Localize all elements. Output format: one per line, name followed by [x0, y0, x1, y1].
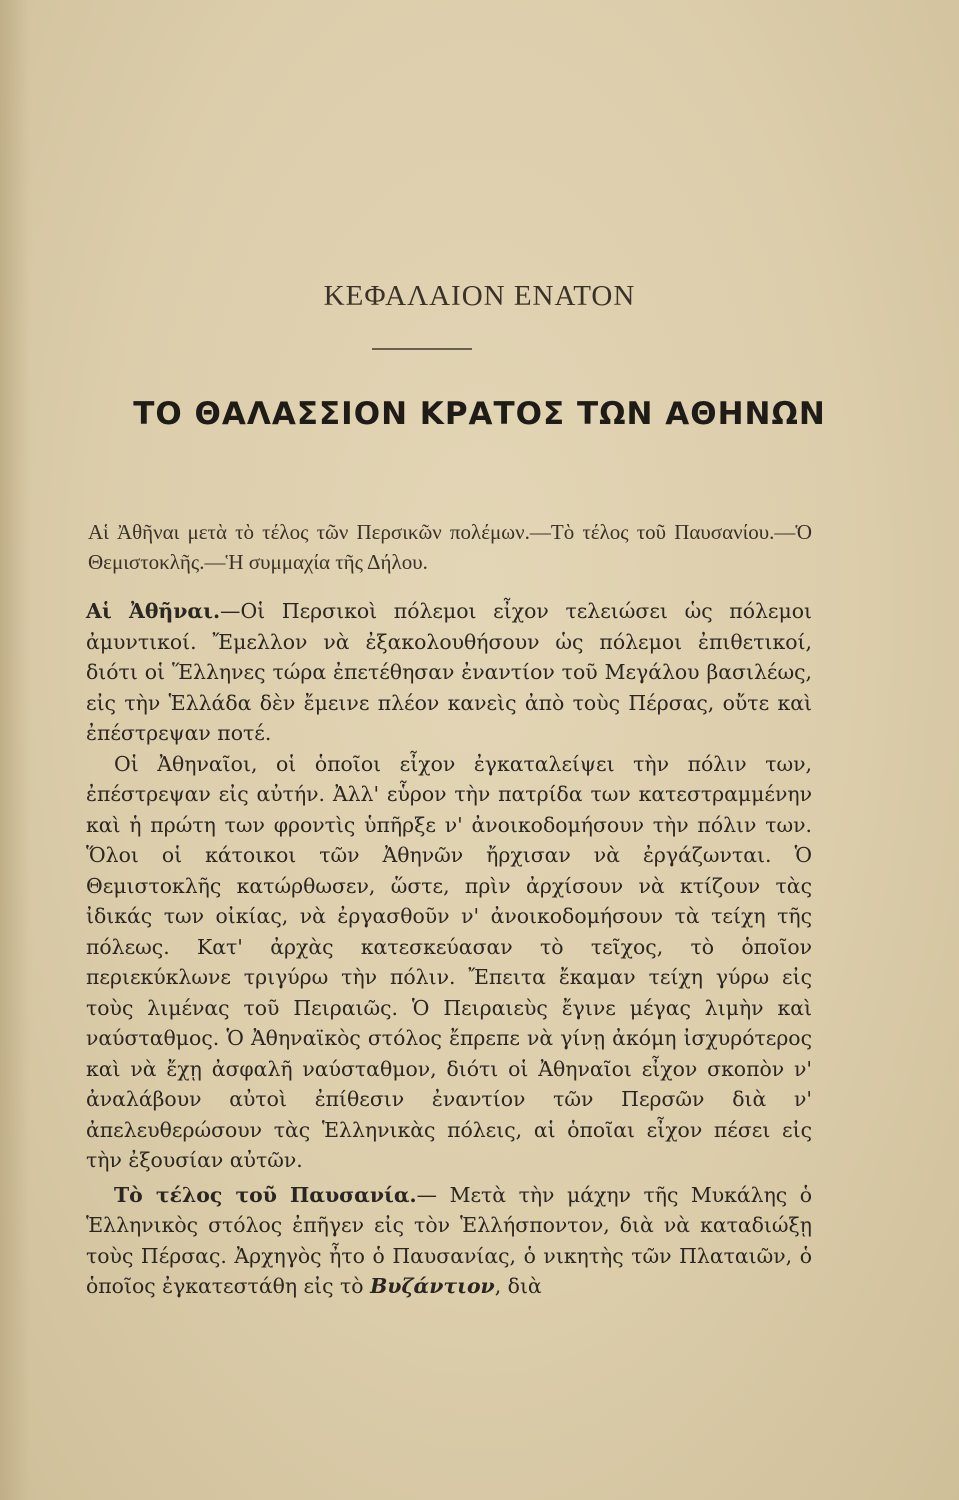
emphasis-byzantium: Βυζάντιον — [370, 1274, 495, 1298]
chapter-summary: Αἱ Ἀθῆναι μετὰ τὸ τέλος τῶν Περσικῶν πολέμων.—Τὸ τέλος τοῦ Παυσανίου.—Ὁ Θεμιστοκλῆς.—Ἡ συμμαχία τῆς Δήλου. — [88, 520, 812, 574]
chapter-title: ΤΟ ΘΑΛΑΣΣΙΟΝ ΚΡΑΤΟΣ ΤΩΝ ΑΘΗΝΩΝ — [133, 396, 826, 432]
section-lead-athens: Αἱ Ἀθῆναι. — [86, 599, 221, 623]
paragraph-pausanias — [86, 1180, 812, 1302]
body-text — [86, 596, 812, 1302]
paragraph-athens — [86, 596, 812, 749]
paragraph-text: —Οἱ Περσικοὶ πόλεμοι εἶχον τελειώσει ὡς πόλεμοι ἀμυντικοί. Ἔμελλον νὰ ἐξακολουθήσουν ὡς πόλεμοι ἐπιθετικοί, διότι οἱ Ἕλληνες τώρα ἐπετέθησαν ἐναντίον τοῦ Μεγάλου βασιλέως, εἰς τὴν Ἑλλάδα δὲν ἔμεινε πλέον κανεὶς ἀπὸ τοὺς Πέρσας, οὔτε καὶ ἐπέστρεψαν ποτέ. — [86, 599, 812, 745]
section-lead-pausanias: Τὸ τέλος τοῦ Παυσανία. — [114, 1182, 417, 1207]
page-spine-shadow — [0, 0, 30, 1500]
chapter-heading: ΚΕΦΑΛΑΙΟΝ ΕΝΑΤΟΝ — [323, 280, 636, 312]
paragraph-text: , διὰ — [494, 1274, 542, 1298]
paragraph-text: — Μετὰ τὴν μάχην τῆς Μυκάλης ὁ Ἑλληνικὸς στόλος ἐπῆγεν εἰς τὸν Ἑλλήσποντον, διὰ νὰ καταδιώξῃ τοὺς Πέρσας. Ἀρχηγὸς ἦτο ὁ Παυσανίας, ὁ νικητὴς τῶν Πλαταιῶν, ὁ ὁποῖος ἐγκατεστάθη εἰς τὸ — [86, 1182, 813, 1298]
paragraph-text: Οἱ Ἀθηναῖοι, οἱ ὁποῖοι εἶχον ἐγκαταλείψει τὴν πόλιν των, ἐπέστρεψαν εἰς αὐτήν. Ἀλλ' εὗρον τὴν πατρίδα των κατεστραμμένην καὶ ἡ πρώτη των φροντὶς ὑπῆρξε ν' ἀνοικοδομήσουν τὴν πόλιν των. Ὅλοι οἱ κάτοικοι τῶν Ἀθηνῶν ἤρχισαν νὰ ἐργάζωνται. Ὁ Θεμιστοκλῆς κατώρθωσεν, ὥστε, πρὶν ἀρχίσουν νὰ κτίζουν τὰς ἰδικάς των οἰκίας, νὰ ἐργασθοῦν ν' ἀνοικοδομήσουν τὰ τείχη τῆς πόλεως. Κατ' ἀρχὰς κατεσκεύασαν τὸ τεῖχος, τὸ ὁποῖον περιεκύκλωνε τριγύρω τὴν πόλιν. Ἔπειτα ἔκαμαν τείχη γύρω εἰς τοὺς λιμένας τοῦ Πειραιῶς. Ὁ Πειραιεὺς ἔγινε μέγας λιμὴν καὶ ναύσταθμος. Ὁ Ἀθηναϊκὸς στόλος ἔπρεπε νὰ γίνῃ ἀκόμη ἰσχυρότερος καὶ νὰ ἔχῃ ἀσφαλῆ ναύσταθμον, διότι οἱ Ἀθηναῖοι εἶχον σκοπὸν ν' ἀναλάβουν αὐτοὶ ἐπίθεσιν ἐναντίον τῶν Περσῶν διὰ ν' ἀπελευθερώσουν τὰς Ἑλληνικὰς πόλεις, αἱ ὁποῖαι εἶχον πέσει εἰς τὴν ἐξουσίαν αὐτῶν. — [86, 751, 812, 1172]
heading-rule — [372, 348, 472, 350]
paragraph-rebuilding — [86, 749, 812, 1176]
